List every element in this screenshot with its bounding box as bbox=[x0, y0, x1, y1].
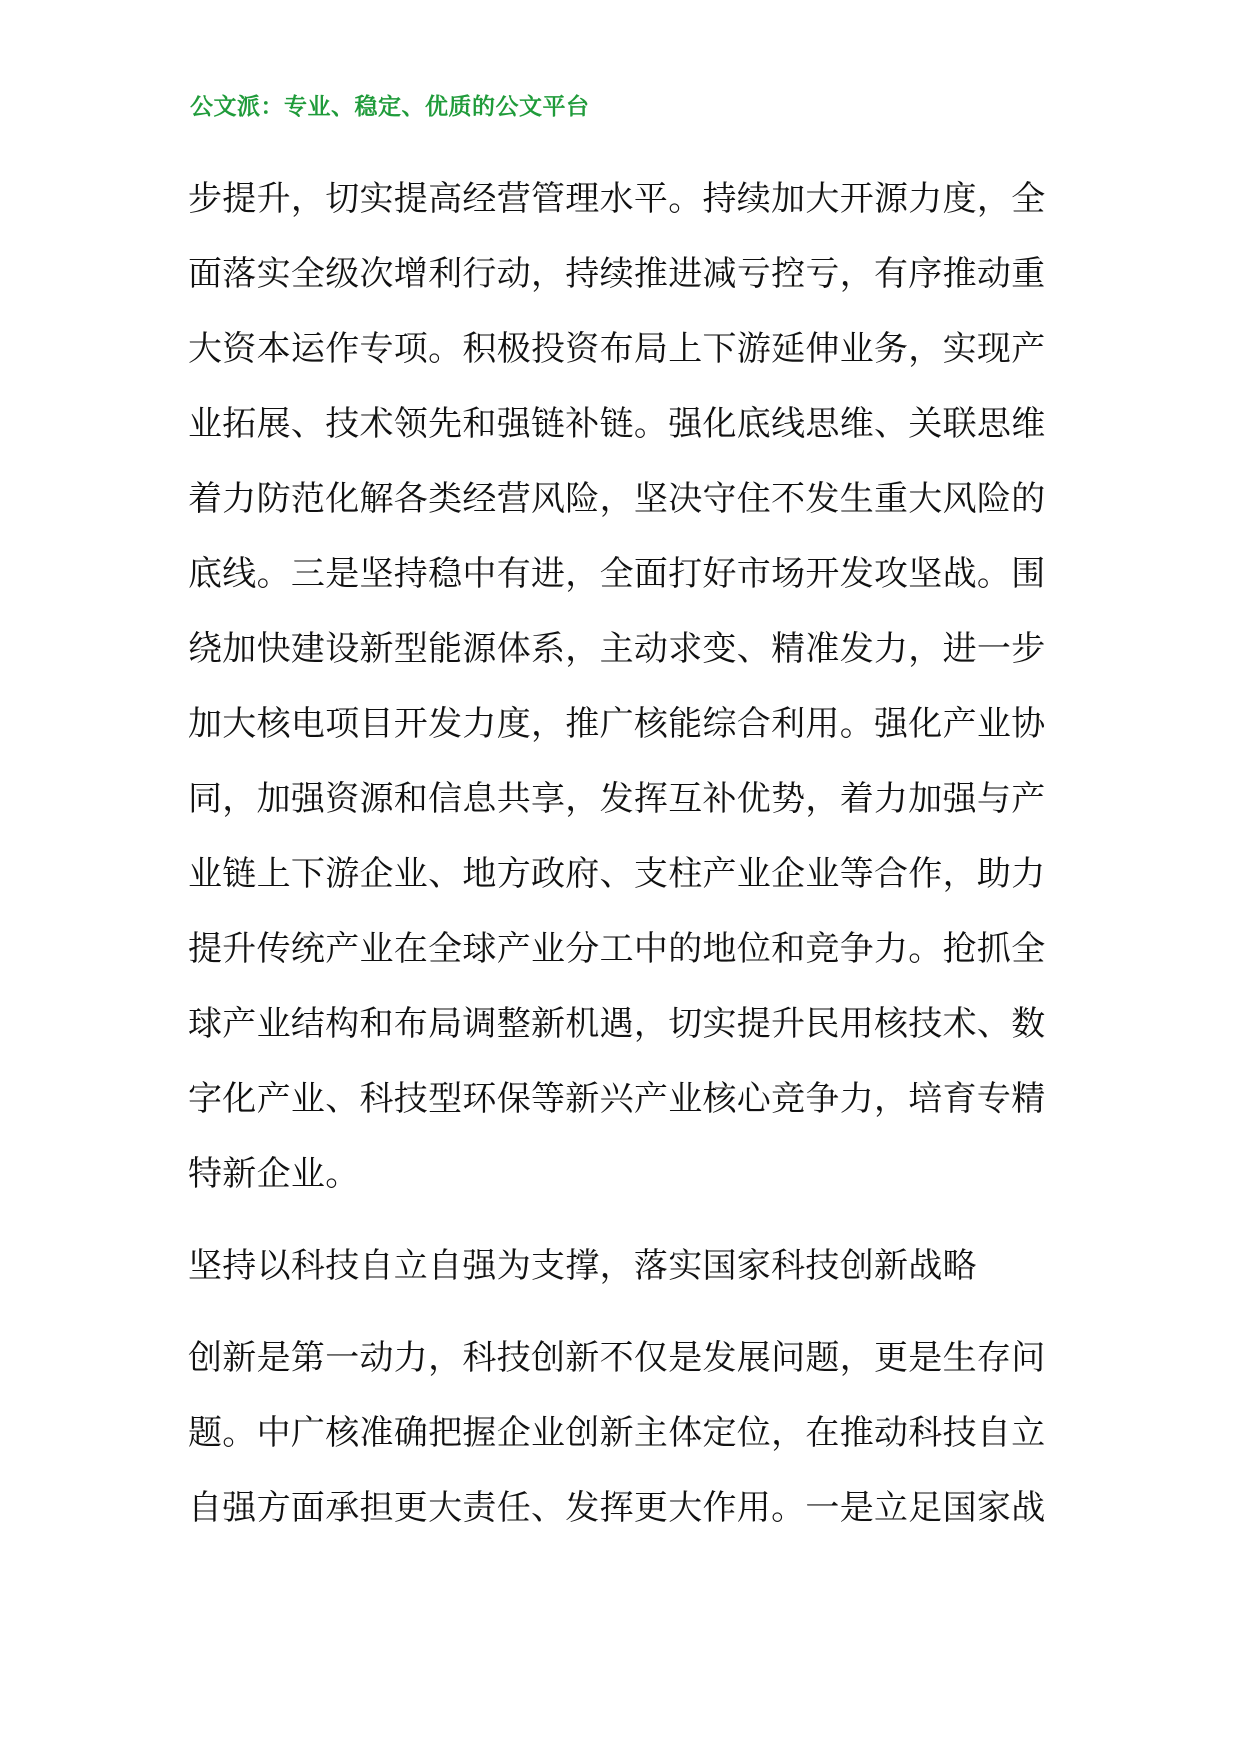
paragraph-line: 特新企业。 bbox=[188, 1154, 360, 1194]
paragraph-2 bbox=[188, 1321, 1058, 1546]
paragraph-line: 步提升，切实提高经营管理水平。持续加大开源力度，全 bbox=[188, 179, 1046, 219]
paragraph-line: 同，加强资源和信息共享，发挥互补优势，着力加强与产 bbox=[188, 779, 1046, 819]
paragraph-line: 大资本运作专项。积极投资布局上下游延伸业务，实现产 bbox=[188, 329, 1046, 369]
paragraph-line: 面落实全级次增利行动，持续推进减亏控亏，有序推动重 bbox=[188, 254, 1046, 294]
paragraph-line: 提升传统产业在全球产业分工中的地位和竞争力。抢抓全 bbox=[188, 929, 1046, 969]
paragraph-line: 自强方面承担更大责任、发挥更大作用。一是立足国家战 bbox=[188, 1488, 1046, 1528]
paragraph-line: 球产业结构和布局调整新机遇，切实提升民用核技术、数 bbox=[188, 1004, 1046, 1044]
paragraph-line: 底线。三是坚持稳中有进，全面打好市场开发攻坚战。围 bbox=[188, 554, 1046, 594]
paragraph-line: 业链上下游企业、地方政府、支柱产业企业等合作，助力 bbox=[188, 854, 1046, 894]
section-heading: 坚持以科技自立自强为支撑，落实国家科技创新战略 bbox=[188, 1246, 977, 1286]
paragraph-line: 业拓展、技术领先和强链补链。强化底线思维、关联思维 bbox=[188, 404, 1046, 444]
paragraph-line: 着力防范化解各类经营风险，坚决守住不发生重大风险的 bbox=[188, 479, 1046, 519]
paragraph-line: 创新是第一动力，科技创新不仅是发展问题，更是生存问 bbox=[188, 1338, 1046, 1378]
document-body bbox=[188, 162, 1058, 1546]
paragraph-line: 加大核电项目开发力度，推广核能综合利用。强化产业协 bbox=[188, 704, 1046, 744]
paragraph-line: 绕加快建设新型能源体系，主动求变、精准发力，进一步 bbox=[188, 629, 1046, 669]
paragraph-line: 题。中广核准确把握企业创新主体定位，在推动科技自立 bbox=[188, 1413, 1046, 1453]
paragraph-line: 字化产业、科技型环保等新兴产业核心竞争力，培育专精 bbox=[188, 1079, 1046, 1119]
paragraph-1 bbox=[188, 162, 1058, 1212]
site-header-title: 公文派：专业、稳定、优质的公文平台 bbox=[190, 94, 590, 120]
